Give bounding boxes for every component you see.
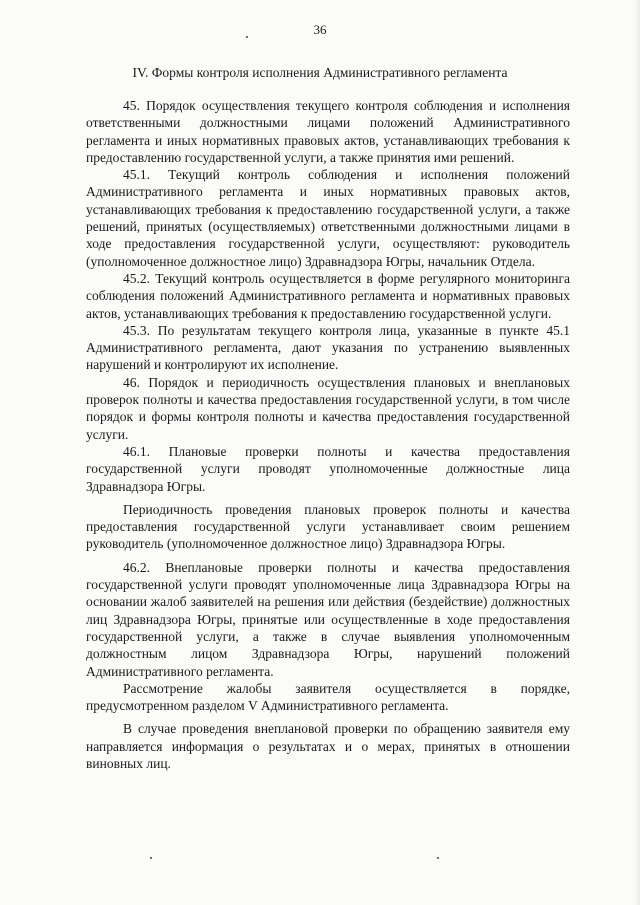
paragraph-45-3: 45.3. По результатам текущего контроля лица, указанные в пункте 45.1 Административного регламента, дают указания по устранению выявленных нарушений и контролируют их исполнение.	[86, 322, 570, 373]
page-number: 36	[313, 22, 327, 37]
paragraph-45: 45. Порядок осуществления текущего контроля соблюдения и исполнения ответственными должностными лицами положений Административного регламента и иных нормативных правовых актов, устанавливающих требования к предоставлению государственной услуги, а также принятия ими решений.	[86, 98, 570, 165]
paragraph-45-2: 45.2. Текущий контроль осуществляется в форме регулярного мониторинга соблюдения положений Административного регламента и нормативных правовых актов, устанавливающих требования к предоставлению государственной услуги.	[86, 270, 570, 321]
paragraph-46: 46. Порядок и периодичность осуществления плановых и внеплановых проверок полноты и качества предоставления государственной услуги, в том числе порядок и формы контроля полноты и качества предоставления государственной услуги.	[86, 374, 570, 442]
paragraph-45-1: 45.1. Текущий контроль соблюдения и исполнения положений Административного регламента и иных нормативных правовых актов, устанавливающих требования к предоставлению государственной услуги, а также решений, принятых (осуществляемых) ответственными должностными лицами в ходе предоставления государственной услуги, осуществляют: руководитель (уполномоченное должностное лицо) Здравнадзора Югры, начальник Отдела.	[86, 167, 570, 269]
paragraph-46-2: 46.2. Внеплановые проверки полноты и качества предоставления государственной услуги проводят уполномоченные лица Здравнадзора Югры на основании жалоб заявителей на решения или действия (бездействие) должностных лиц Здравнадзора Югры, принятые или осуществленные в ходе предоставления государственной услуги, а также в случае выявления уполномоченным должностным лицом Здравнадзора Югры, нарушений положений Административного регламента.	[86, 559, 570, 679]
paragraph-unscheduled-check-info: В случае проведения внеплановой проверки по обращению заявителя ему направляется информация о результатах и о мерах, принятых в отношении виновных лиц.	[86, 721, 570, 771]
paragraph-46-1: 46.1. Плановые проверки полноты и качества предоставления государственной услуги проводят уполномоченные должностные лица Здравнадзора Югры.	[86, 443, 570, 494]
document-body	[86, 97, 570, 772]
scan-speck	[150, 857, 152, 859]
paragraph-complaint-review: Рассмотрение жалобы заявителя осуществляется в порядке, предусмотренном разделом V Административного регламента.	[86, 680, 570, 714]
scan-speck	[437, 857, 439, 859]
section-title: IV. Формы контроля исполнения Административного регламента	[132, 65, 508, 80]
scan-speck	[246, 36, 248, 38]
page-edge-shadow	[634, 0, 640, 905]
paragraph-periodicity: Периодичность проведения плановых проверок полноты и качества предоставления государственной услуги устанавливает своим решением руководитель (уполномоченное должностное лицо) Здравнадзора Югры.	[86, 501, 570, 552]
